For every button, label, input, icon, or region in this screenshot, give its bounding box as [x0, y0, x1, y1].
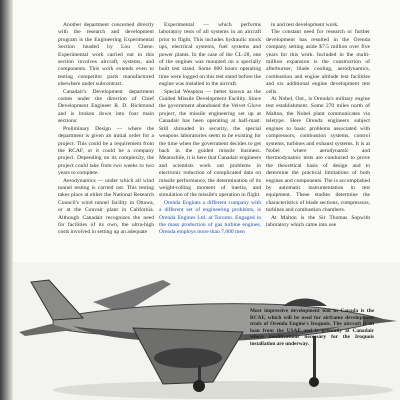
paragraph: At Nobel, Ont., is Orenda's military engine test establishment. Some 270 miles north of Malton, the Nobel plant communicates via teletype. Here Orenda engineers subject engines to basic problems associated with compressors, combustion systems, control systems, turbines and exhaust systems. It is at Nobel where aerodynamic and thermodynamic tests are conducted to prove the theoretical basis of design and to determine the practical limitations of both engines and components. The is accomplished by automatic instrumentation in test equipment. These studies determine the characteristics of blade sections, compressors, turbines and combustion chambers.	[266, 96, 370, 214]
article-column-3	[266, 22, 370, 272]
paragraph: At Malton is the Sir Thomas Sopwith laboratory which came into use	[266, 214, 370, 228]
paragraph: Aerodynamics — under which all wind tunnel testing is carried out. This testing takes place at either the National Research Council's wind tunnel facility in Ottawa, or at the Convair plant in California. Although Canadair recognizes the need for facilities of its own, the ultra-high costs involved in setting up an adequate	[58, 177, 154, 236]
paragraph: Preliminary Design — where the department is given an initial order for a project. This could be a requirement from the RCAF, or it could be a company project. Depending on its complexity, the project could take from two weeks to two years to complete.	[58, 125, 154, 177]
paragraph: Experimental — which performs laboratory tests of all systems in an aircraft prior to flight. This includes hydraulic mock ups, electrical systems, fuel systems and power plants. In the case of the CL-28, one of the engines was mounted on a specially built test stand. Some 800 hours operating time were logged on this test stand before the engine was installed in the aircraft.	[159, 22, 261, 88]
main-wheel	[193, 380, 205, 392]
page-binding-shadow	[0, 0, 13, 400]
paragraph: Canadair's Development department comes under the direction of Chief Development Engineer R. D. Richmond and is broken down into four main sections:	[58, 88, 154, 125]
paragraph: Another department concerned directly with the research and development program is the Engineering Experimental Section headed by Lou Chene. Experimental work carried out in this section involves aircraft, systems, and components. This work extends even to testing competitor parts manufactured elsewhere under subcontract.	[58, 22, 154, 88]
ground-shadow	[53, 381, 393, 399]
paragraph: in and test development work.	[271, 22, 339, 28]
highlighted-paragraph: Orenda Engines a different company with a different set of engineering problems, is Orenda Engines Ltd. at Toronto. Engaged in the mass production of gas turbine engines, Orenda employs more than 7,000 men	[159, 199, 261, 236]
nose-wheel	[309, 377, 319, 387]
paragraph: Special Weapons — better known as the Guided Missile Development Facility. Since the government abandoned the Velvet Glove project, the missile engineering set up at Canadair has been operating at half-mast. Still shrouded in security, the special weapons laboratories seem to be existing for the time when the government decides to get back in the guided missile business. Meanwhile, it is here that Canadair engineers and scientists work out problems in electronic reduction of complicated data on missile performance, the determination of its weight-rolling moment of inertia, and simulation of the missile's operation in flight.	[159, 88, 261, 199]
photo-caption: Most impressive development tool in Canada is the RCAF, which will be used for airframe development trials of Orenda Engine's Iroquois. The aircraft is on loan from the USAF and is presently at Canadair where modifications necessary for the Iroquois installation are underway.	[250, 308, 374, 347]
article-column-2	[159, 22, 261, 290]
article-column-1	[58, 22, 154, 292]
engine-nacelle	[154, 348, 222, 368]
paragraph: The constant need for research or further development has resulted in the Orenda company setting aside $7.5 million over five years for this work. Included in the multi-million expansion is the construction of afterburner, blade cooling, aerodynamics, combustion and engine altitude test facilities and six additional engine development test cells.	[266, 29, 370, 95]
